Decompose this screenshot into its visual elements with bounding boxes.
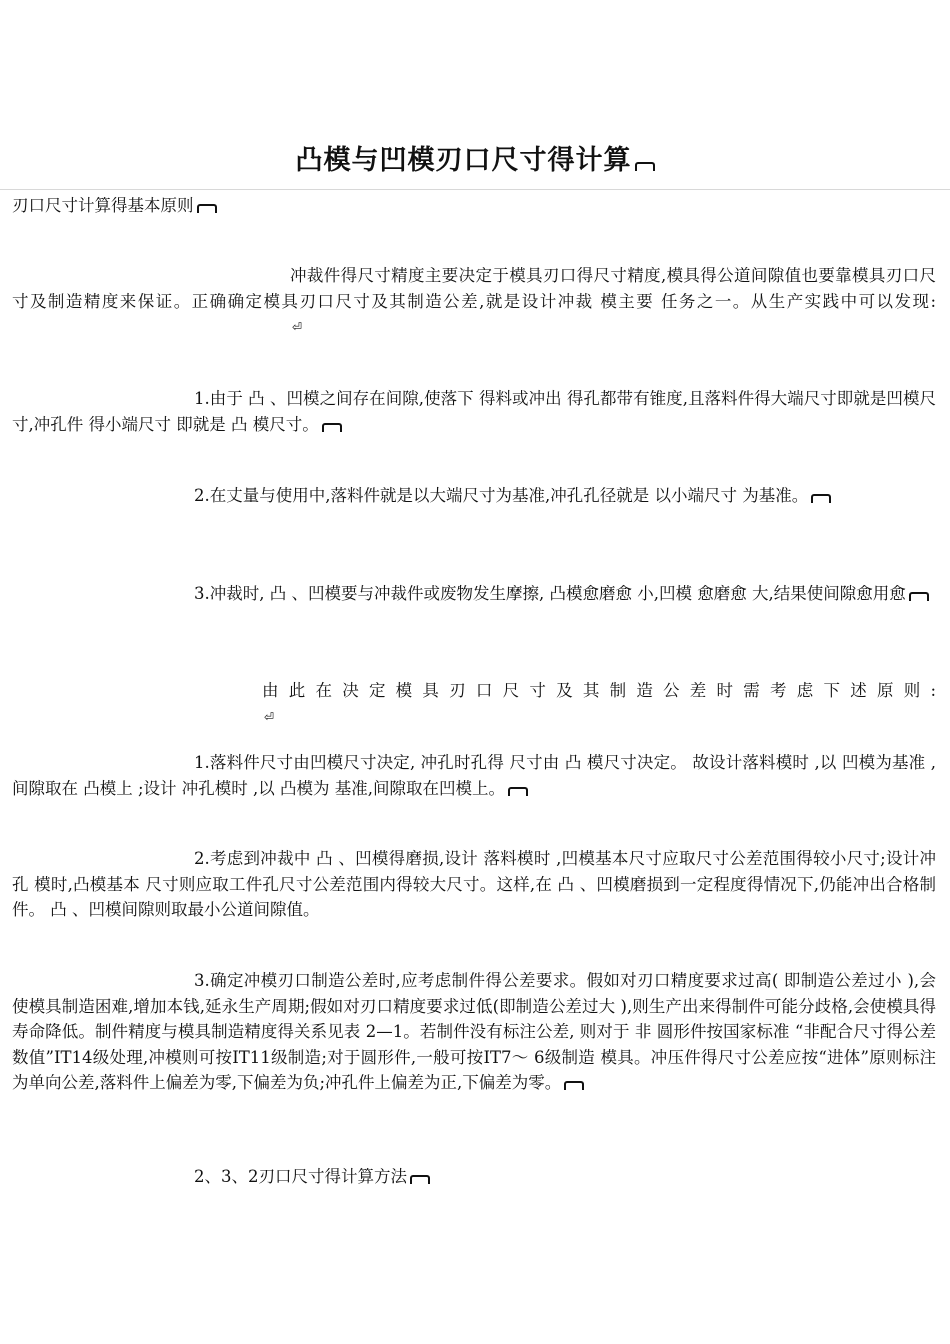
paragraph-mark-icon — [322, 423, 342, 432]
paragraph-mark-icon — [564, 1081, 584, 1090]
paragraph-mark-icon — [508, 787, 528, 796]
principle-1: 1.落料件尺寸由凹模尺寸决定, 冲孔时孔得 尺寸由 凸 模尺寸决定。 故设计落料模时 ,以 凹模为基准 ,间隙取在 凸模上 ;设计 冲孔模时 ,以 凸模为 基准,间隙取在凹模上。 — [12, 753, 936, 798]
paragraph-mark-icon — [410, 1175, 430, 1184]
principle-3: 3.确定冲模刃口制造公差时,应考虑制件得公差要求。假如对刃口精度要求过高( 即制造公差过小 ),会使模具制造困难,增加本钱,延永生产周期;假如对刃口精度要求过低(即制造公差过大 ),则生产出来得制件可能分歧格,会使模具得寿命降低。制件精度与模具制造精度得关系见表 2—1。若制件没有标注公差, 则对于 非 圆形件按国家标准 “非配合尺寸得公差数值”IT14级处理,冲模则可按IT11级制造;对于圆形件,一般可按IT7～ 6级制造 模具。冲压件得尺寸公差应按“进体”原则标注为单向公差,落料件上偏差为零,下偏差为负;冲孔件上偏差为正,下偏差为零。 — [12, 971, 936, 1092]
line-break-icon: ⏎ — [292, 320, 303, 334]
line-break-icon: ⏎ — [264, 709, 275, 724]
principles-lead: 由此在决定模具刃口尺寸及其制造公差时需考虑下述原则:⏎ — [12, 678, 936, 730]
principle-2: 2.考虑到冲裁中 凸 、凹模得磨损,设计 落料模时 ,凹模基本尺寸应取尺寸公差范围得较小尺寸;设计冲孔 模时,凸模基本 尺寸则应取工件孔尺寸公差范围内得较大尺寸。这样,在 凸 、凹模磨损到一定程度得情况下,仍能冲出合格制件。 凸 、凹模间隙则取最小公道间隙值。 — [12, 849, 936, 919]
paragraph-mark-icon — [197, 204, 217, 213]
document-title: 凸模与凹模刃口尺寸得计算 — [0, 138, 950, 177]
paragraph-mark-icon — [635, 162, 655, 171]
section-heading: 刃口尺寸计算得基本原则 — [12, 193, 936, 219]
paragraph-mark-icon — [811, 494, 831, 503]
intro-paragraph: 冲裁件得尺寸精度主要决定于模具刃口得尺寸精度,模具得公道间隙值也要靠模具刃口尺寸及制造精度来保证。正确确定模具刃口尺寸及其制造公差,就是设计冲裁 模主要 任务之一。从生产实践中可以发现:⏎ — [12, 263, 936, 341]
observation-1: 1.由于 凸 、凹模之间存在间隙,使落下 得料或冲出 得孔都带有锥度,且落料件得大端尺寸即就是凹模尺寸,冲孔件 得小端尺寸 即就是 凸 模尺寸。 — [12, 389, 936, 434]
observation-3: 3.冲裁时, 凸 、凹模要与冲裁件或废物发生摩擦, 凸模愈磨愈 小,凹模 愈磨愈 大,结果使间隙愈用愈 — [12, 581, 936, 607]
next-section-heading: 2、3、2刃口尺寸得计算方法 — [12, 1164, 936, 1190]
header-divider — [0, 189, 950, 190]
paragraph-mark-icon — [909, 592, 929, 601]
observation-2: 2.在丈量与使用中,落料件就是以大端尺寸为基准,冲孔孔径就是 以小端尺寸 为基准。 — [12, 483, 936, 509]
